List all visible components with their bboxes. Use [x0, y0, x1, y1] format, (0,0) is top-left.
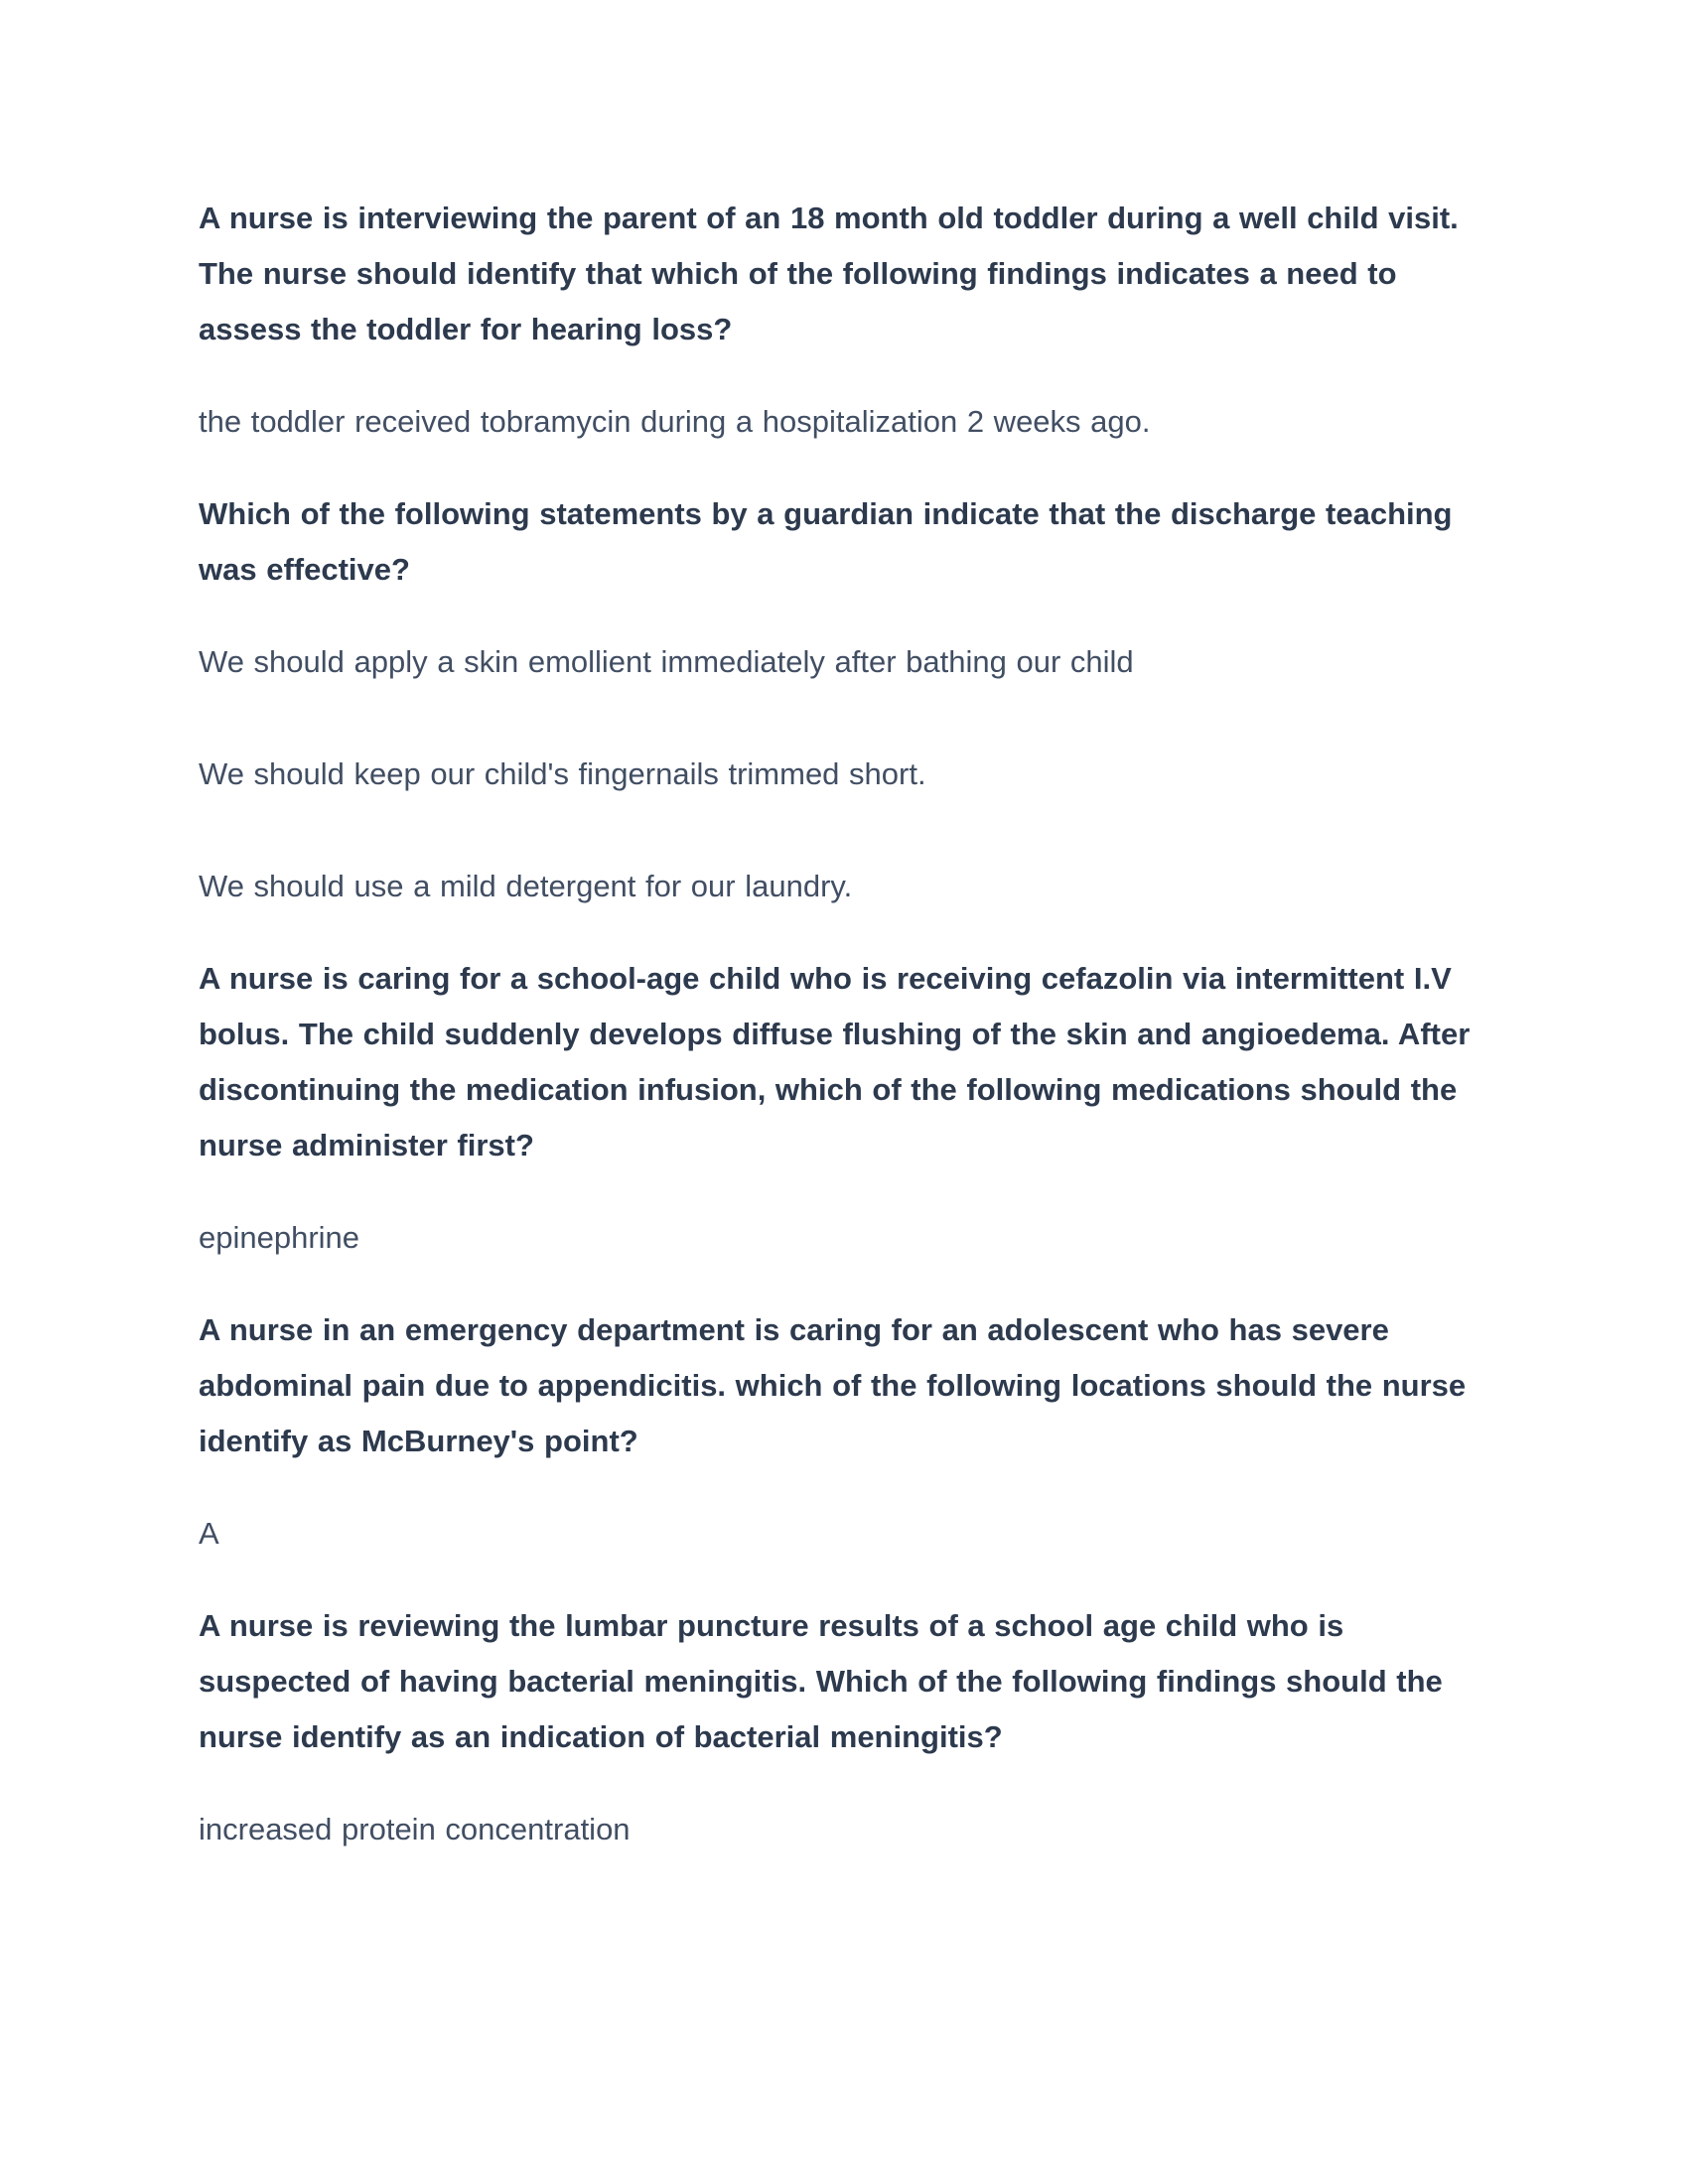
answer-paragraph: epinephrine — [199, 1220, 360, 1255]
question-paragraph: A nurse in an emergency department is caring for an adolescent who has severe abdominal pain due to appendicitis. which of the following locations should the nurse identify as McBurney's point? — [199, 1312, 1467, 1458]
answer-paragraph: We should apply a skin emollient immediately after bathing our child — [199, 644, 1134, 679]
question-paragraph: A nurse is reviewing the lumbar puncture results of a school age child who is suspected of having bacterial meningitis. Which of the following findings should the nurse identify as an indication of bacterial meningitis? — [199, 1608, 1443, 1754]
answer-paragraph: the toddler received tobramycin during a hospitalization 2 weeks ago. — [199, 404, 1151, 439]
answer-paragraph: We should use a mild detergent for our laundry. — [199, 869, 853, 903]
answer-paragraph: increased protein concentration — [199, 1812, 631, 1846]
question-paragraph: Which of the following statements by a guardian indicate that the discharge teaching was effective? — [199, 496, 1453, 587]
answer-paragraph: A — [199, 1516, 219, 1551]
document-body — [199, 191, 1489, 1857]
question-paragraph: A nurse is caring for a school-age child who is receiving cefazolin via intermittent I.V bolus. The child suddenly develops diffuse flushing of the skin and angioedema. After discontinuing the medication infusion, which of the following medications should the nurse administer first? — [199, 961, 1471, 1162]
answer-paragraph: We should keep our child's fingernails trimmed short. — [199, 756, 926, 791]
question-paragraph: A nurse is interviewing the parent of an 18 month old toddler during a well child visit. The nurse should identify that which of the following findings indicates a need to assess the toddler for hearing loss? — [199, 201, 1459, 346]
